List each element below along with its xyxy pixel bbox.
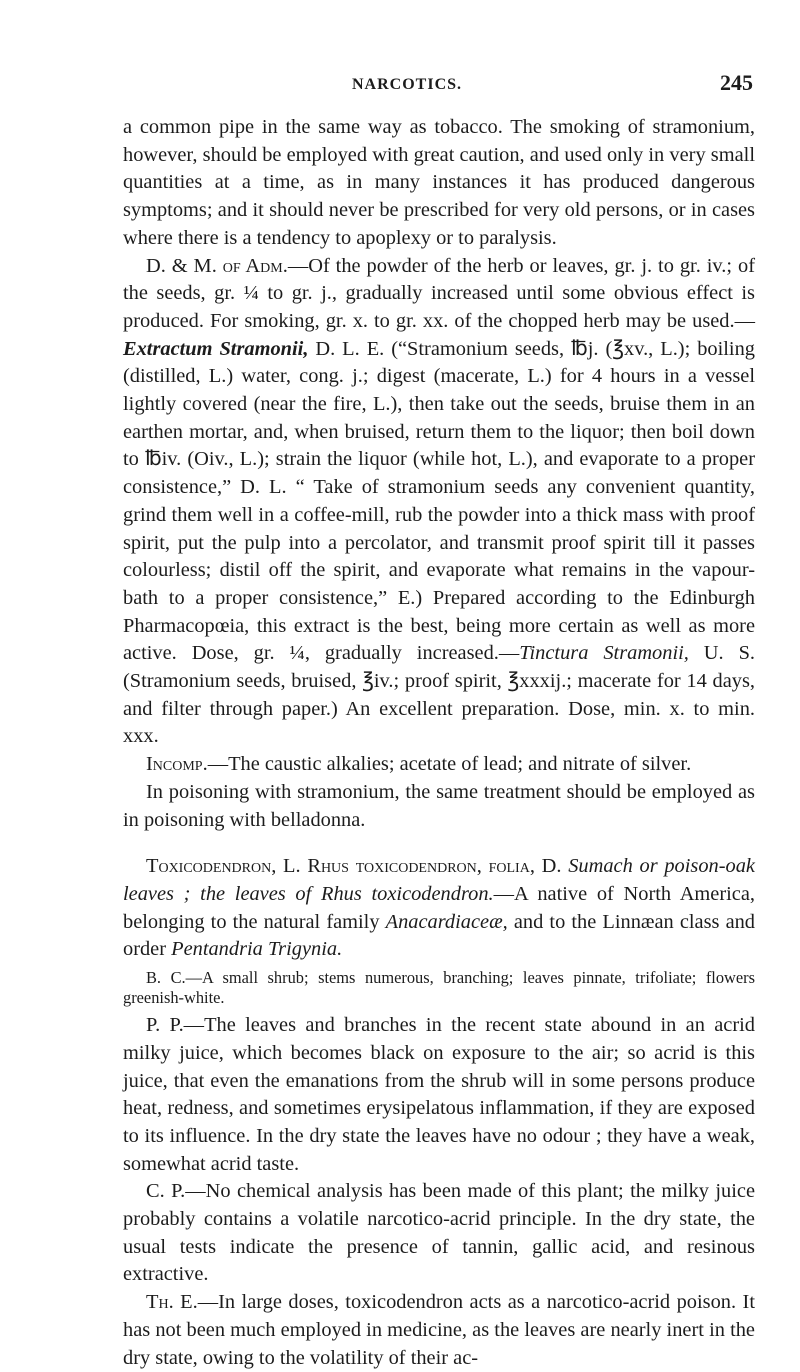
paragraph-botanical-characters: [123, 968, 755, 1008]
paragraph-poisoning-treatment: [123, 779, 755, 834]
section-heading: Toxicodendron, L. Rhus toxicodendron, folia, D.: [146, 855, 562, 878]
section-lead: Th. E.: [146, 1291, 198, 1314]
paragraph-text: —A native of North America, belonging to the natural family: [123, 882, 755, 933]
body-text: [123, 114, 755, 1372]
paragraph-smoking-caution: [123, 114, 755, 253]
term-sumach: Sumach or poison-oak leaves ; the leaves of Rhus toxicodendron.: [123, 855, 755, 905]
paragraph-text: —In large doses, toxicodendron acts as a narcotico-acrid poison. It has not been much employed in medicine, as the leaves are nearly inert in the dry state, owing to the volatility of their ac-: [123, 1291, 755, 1369]
section-lead: D. & M. of Adm.: [146, 254, 288, 277]
term-extractum-stramonii: Extractum Stramonii,: [123, 337, 309, 360]
paragraph-text: C. P.—No chemical analysis has been made of this plant; the milky juice probably contains a volatile narcotico-acrid principle. In the dry state, the usual tests indicate the presence of tannin, gallic acid, and resinous extractive.: [123, 1180, 755, 1286]
paragraph-text: —Of the powder of the herb or leaves, gr. j. to gr. iv.; of the seeds, gr. ¼ to gr. j., gradually increased until some obvious effect is produced. For smoking, gr. x. to gr. xx. of the chopped herb may be used.—: [123, 254, 755, 332]
paragraph-text: B. C.—A small shrub; stems numerous, branching; leaves pinnate, trifoliate; flowers greenish-white.: [123, 968, 755, 1008]
paragraph-text: —The caustic alkalies; acetate of lead; and nitrate of silver.: [207, 753, 692, 776]
paragraph-text: a common pipe in the same way as tobacco. The smoking of stramonium, however, should be employed with great caution, and used only in very small quantities at a time, as in many instances it has produced dangerous symptoms; and it should never be prescribed for very old persons, or in cases where there is a tendency to apoplexy or to paralysis.: [123, 116, 755, 249]
page-header: [0, 70, 800, 104]
paragraph-text: D. L. E. (“Stramonium seeds, ℔j. (℥xv., L.); boiling (distilled, L.) water, cong. j.; digest (macerate, L.) for 4 hours in a vessel lightly covered (near the fire, L.), then take out the seeds, bruise them in an earthen mortar, and, when bruised, return them to the liquor; then boil down to ℔iv. (Oiv., L.); strain the liquor (while hot, L.), and evaporate to a proper consistence,” D. L. “ Take of stramonium seeds any convenient quantity, grind them well in a coffee-mill, rub the powder into a thick mass with proof spirit, put the pulp into a percolator, and transmit proof spirit till it passes colourless; distil off the spirit, and evaporate what remains in the vapour-bath to a proper consistence,” E.) Prepared according to the Edinburgh Pharmacopœia, this extract is the best, being more certain as well as more active. Dose, gr. ¼, gradually increased.—: [123, 337, 755, 665]
term-pentandria-trigynia: Pentandria Trigynia.: [171, 938, 343, 961]
term-tinctura-stramonii: Tinctura Stramonii,: [519, 642, 689, 665]
paragraph-chemical-properties: [123, 1178, 755, 1289]
paragraph-toxicodendron-heading: [123, 853, 755, 964]
paragraph-incompatibles: [123, 751, 755, 779]
page-number: 245: [720, 70, 753, 95]
paragraph-therapeutic-effects: [123, 1289, 755, 1372]
term-anacardiaceae: Anacardiaceæ,: [385, 910, 508, 933]
paragraph-text: In poisoning with stramonium, the same treatment should be employed as in poisoning with belladonna.: [123, 780, 755, 831]
running-title: NARCOTICS.: [352, 76, 463, 93]
paragraph-text: and to the Linnæan class and order: [123, 910, 756, 961]
paragraph-text: P. P.—The leaves and branches in the recent state abound in an acrid milky juice, which becomes black on exposure to the air; so acrid is this juice, that even the emanations from the shrub will in some persons produce heat, redness, and sometimes erysipelatous inflammation, if they are exposed to its influence. In the dry state the leaves have no odour ; they have a weak, somewhat acrid taste.: [123, 1014, 755, 1175]
paragraph-dose-administration: [123, 253, 755, 752]
paragraph-text: U. S. (Stramonium seeds, bruised, ℥iv.; proof spirit, ℥xxxij.; macerate for 14 days, and filter through paper.) An excellent preparation. Dose, min. x. to min. xxx.: [123, 642, 756, 748]
paragraph-physical-properties: [123, 1012, 755, 1178]
section-lead: Incomp.: [146, 753, 208, 776]
